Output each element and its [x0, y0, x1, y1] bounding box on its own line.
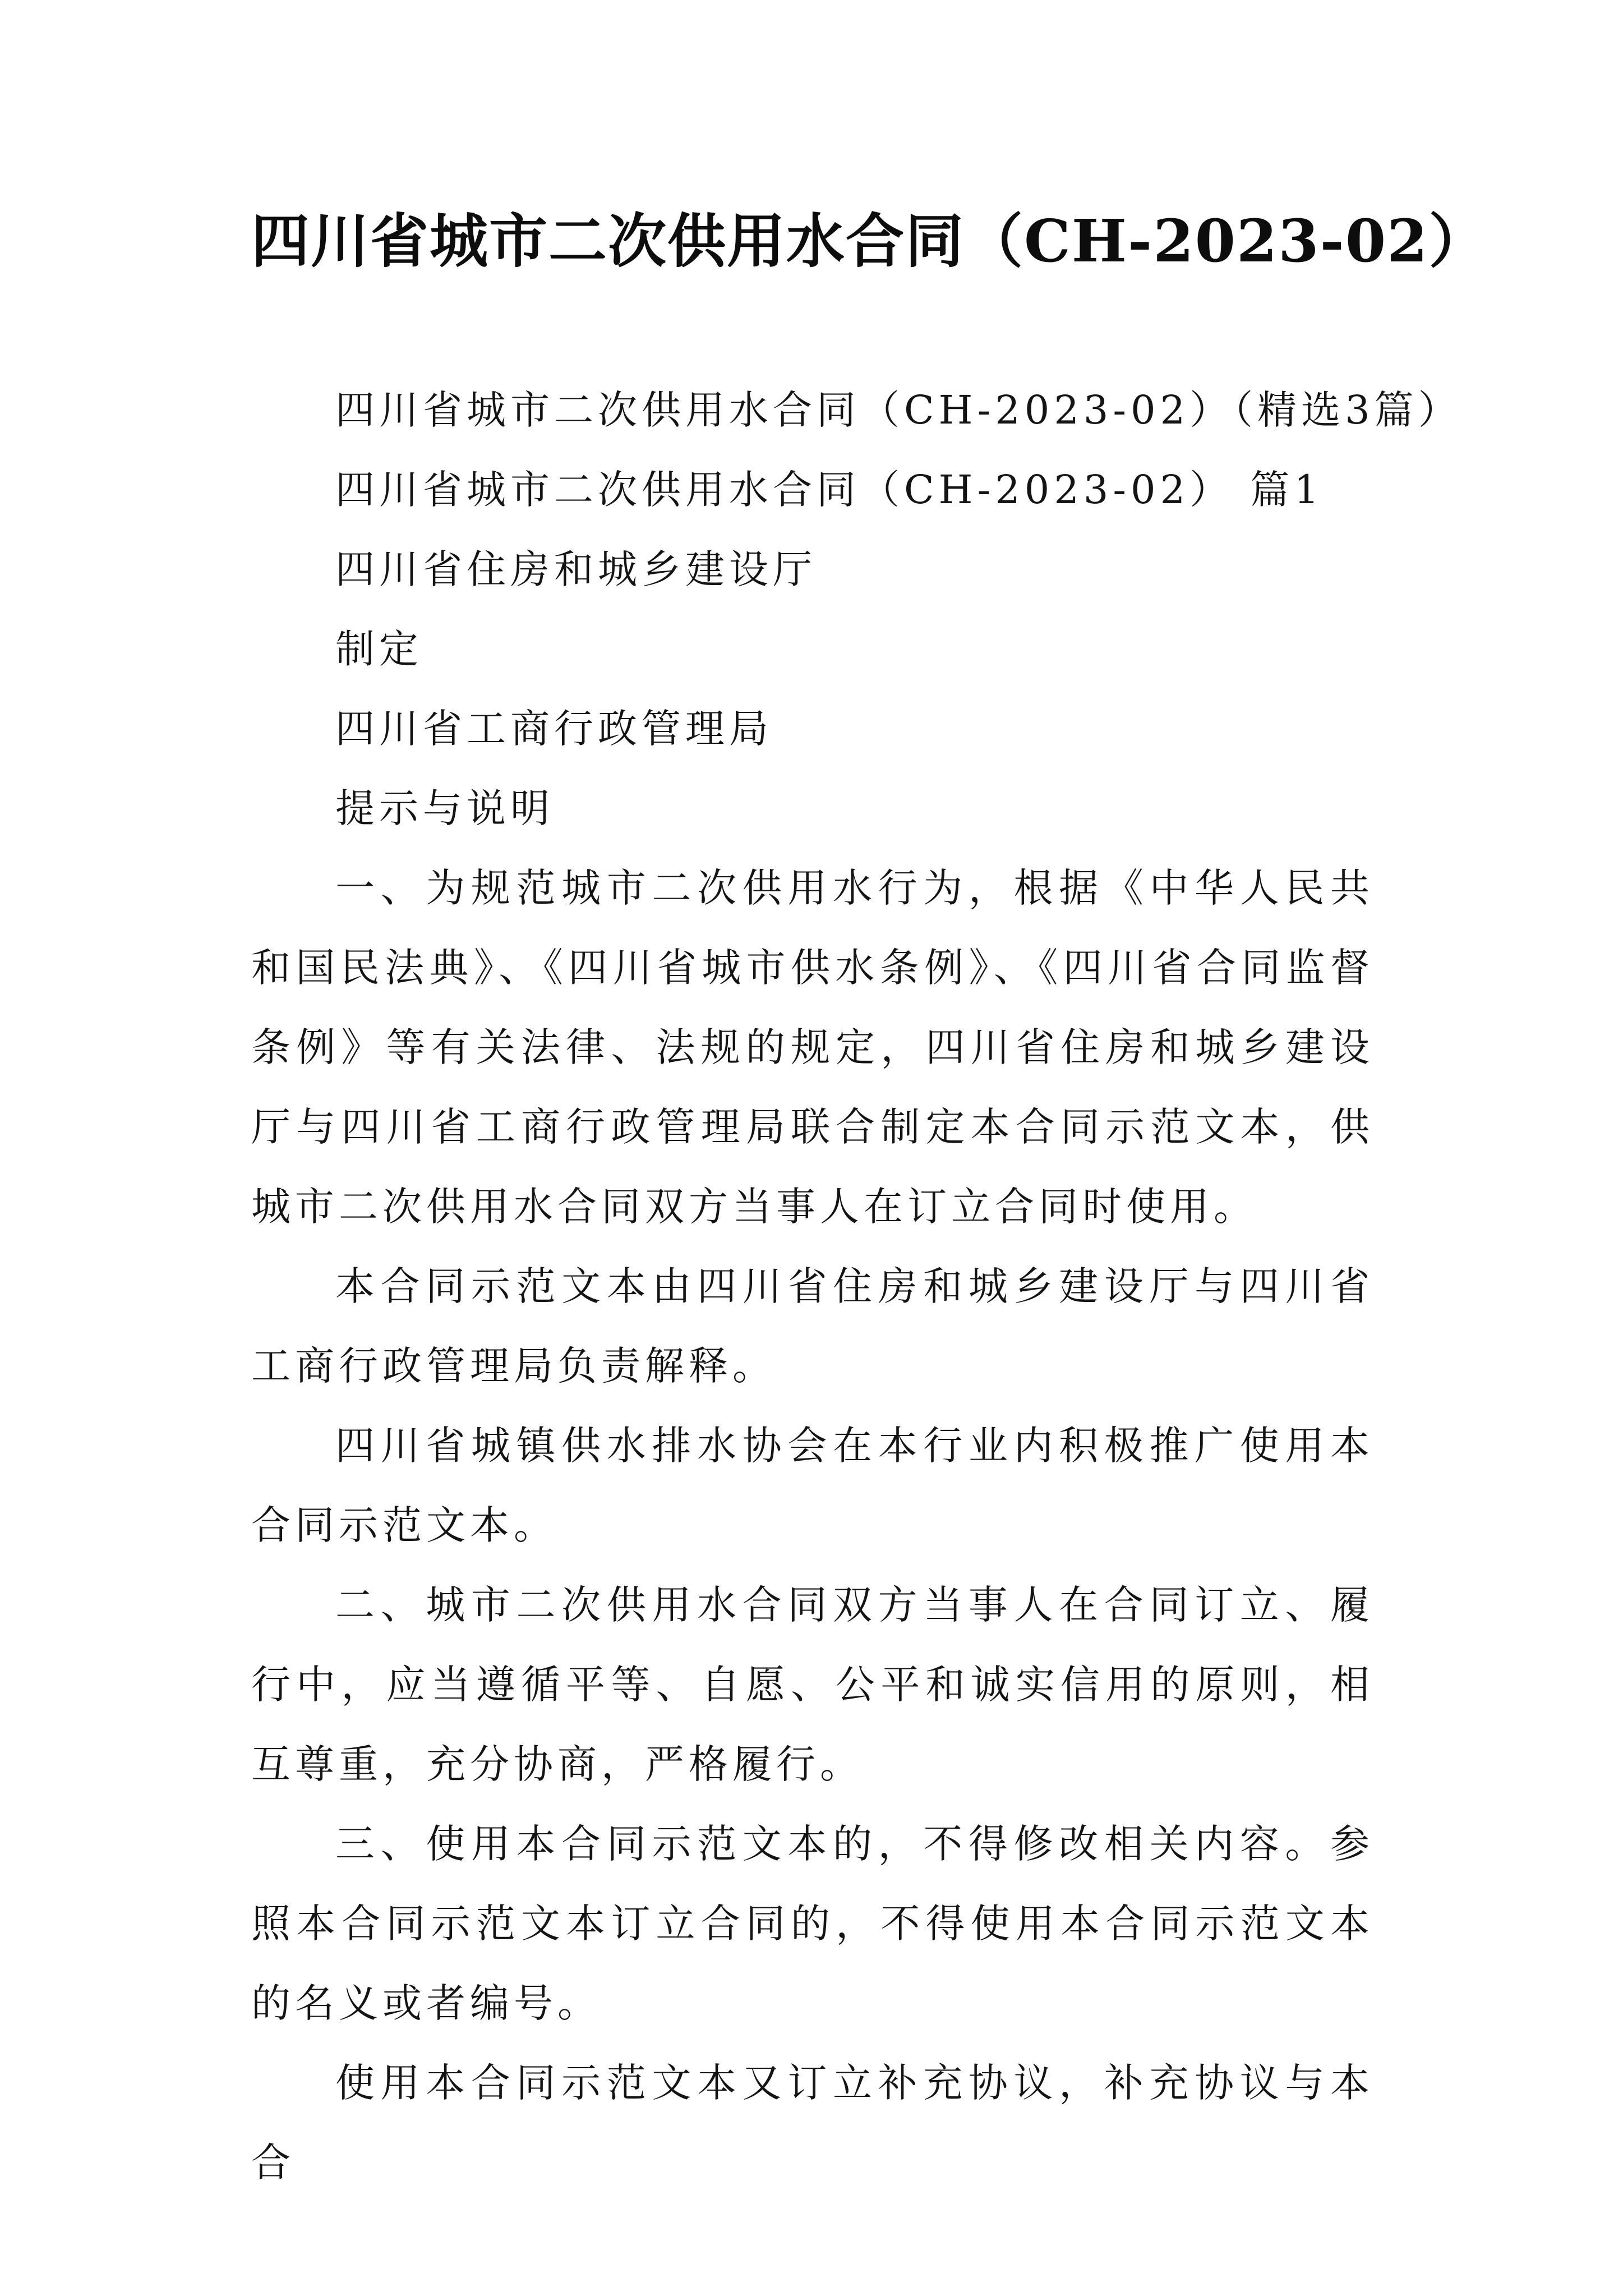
issuer-action: 制定 [335, 626, 423, 672]
paragraph-supplementary-agreement: 使用本合同示范文本又订立补充协议，补充协议与本合 [251, 2060, 1374, 2185]
paragraph-usage-rules: 三、使用本合同示范文本的，不得修改相关内容。参照本合同示范文本订立合同的，不得使用本合同示范文本的名义或者编号。 [251, 1821, 1374, 2026]
section-heading-notes: 提示与说明 [335, 785, 554, 831]
paragraph-promotion: 四川省城镇供水排水协会在本行业内积极推广使用本合同示范文本。 [251, 1423, 1374, 1548]
paragraph-interpretation: 本合同示范文本由四川省住房和城乡建设厅与四川省工商行政管理局负责解释。 [251, 1263, 1374, 1389]
subtitle-part-1: 四川省城市二次供用水合同（CH-2023-02） 篇1 [335, 467, 1324, 513]
issuer-commerce-bureau: 四川省工商行政管理局 [335, 706, 773, 752]
subtitle-selection: 四川省城市二次供用水合同（CH-2023-02）（精选3篇） [335, 387, 1462, 433]
document-body [251, 370, 1462, 2202]
document-title: 四川省城市二次供用水合同（CH-2023-02） [251, 206, 1488, 275]
paragraph-principles: 二、城市二次供用水合同双方当事人在合同订立、履行中，应当遵循平等、自愿、公平和诚实信用的原则，相互尊重，充分协商，严格履行。 [251, 1582, 1374, 1787]
paragraph-purpose: 一、为规范城市二次供用水行为，根据《中华人民共和国民法典》、《四川省城市供水条例》、《四川省合同监督条例》等有关法律、法规的规定，四川省住房和城乡建设厅与四川省工商行政管理局联合制定本合同示范文本，供城市二次供用水合同双方当事人在订立合同时使用。 [251, 865, 1374, 1230]
issuer-housing-department: 四川省住房和城乡建设厅 [335, 546, 817, 592]
